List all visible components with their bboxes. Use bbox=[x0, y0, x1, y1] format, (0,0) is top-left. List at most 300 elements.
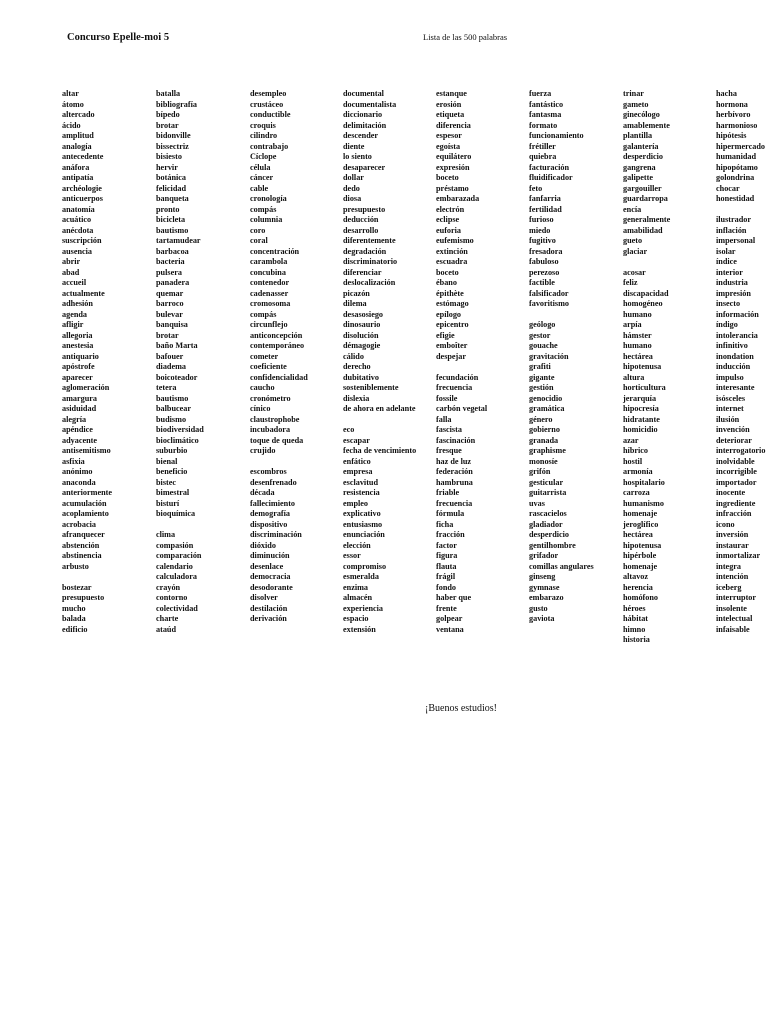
word-item: intención bbox=[716, 572, 749, 581]
word-item: frágil bbox=[436, 572, 456, 581]
word-item: homogéneo bbox=[623, 299, 663, 308]
word-item: quemar bbox=[156, 288, 184, 298]
word-item: carambola bbox=[250, 257, 288, 266]
word-item: insecto bbox=[716, 299, 741, 308]
word-item: derecho bbox=[343, 362, 371, 371]
word-item: gymnase bbox=[529, 582, 560, 592]
word-item: contrabajo bbox=[250, 141, 289, 151]
word-item: budismo bbox=[156, 414, 187, 424]
word-item: escuadra bbox=[436, 257, 468, 266]
word-item: pulsera bbox=[156, 267, 182, 277]
word-item: concentración bbox=[250, 246, 300, 256]
word-item: beneficio bbox=[156, 467, 188, 476]
word-item: felicidad bbox=[156, 183, 187, 193]
word-item: homicidio bbox=[623, 425, 658, 434]
word-item: empresa bbox=[343, 467, 373, 476]
word-item: inmortalizar bbox=[716, 551, 761, 560]
word-item: humanidad bbox=[716, 152, 757, 161]
word-item: sosteniblemente bbox=[343, 383, 399, 392]
word-item: cilindro bbox=[250, 131, 278, 140]
word-item: erosión bbox=[436, 99, 462, 109]
word-item: homenaje bbox=[623, 561, 658, 571]
word-item: batalla bbox=[156, 89, 181, 98]
word-item: uvas bbox=[529, 498, 545, 508]
word-item: fuerza bbox=[529, 89, 552, 98]
word-item: columnia bbox=[250, 215, 283, 224]
word-item: banquisa bbox=[156, 320, 188, 329]
word-item: edificio bbox=[62, 624, 88, 634]
word-item bbox=[623, 257, 670, 268]
word-item: altercado bbox=[62, 110, 95, 119]
word-item: antiquario bbox=[62, 351, 99, 361]
word-column-1 bbox=[62, 89, 112, 635]
word-item: contorno bbox=[156, 593, 188, 602]
word-item: enzima bbox=[343, 582, 369, 592]
word-item: gangrena bbox=[623, 162, 656, 172]
word-item: dollar bbox=[343, 173, 364, 182]
word-item: haz de luz bbox=[436, 456, 472, 466]
word-item: humanismo bbox=[623, 498, 664, 508]
word-column-5 bbox=[436, 89, 487, 635]
word-item: presupuesto bbox=[343, 204, 386, 214]
word-item: golpear bbox=[436, 614, 463, 623]
word-item: favoritismo bbox=[529, 299, 570, 308]
word-item: crayón bbox=[156, 582, 181, 592]
word-item: cálido bbox=[343, 351, 364, 361]
word-item: interesante bbox=[716, 383, 755, 392]
word-item: hectárea bbox=[623, 530, 653, 539]
word-item: allegoria bbox=[62, 330, 93, 340]
word-item: fluidificador bbox=[529, 173, 573, 182]
word-item: bidonville bbox=[156, 131, 191, 140]
word-item: átomo bbox=[62, 99, 84, 109]
word-item: diente bbox=[343, 141, 365, 151]
word-item: impresión bbox=[716, 288, 751, 298]
word-item: hidratante bbox=[623, 414, 660, 424]
word-item: dispositivo bbox=[250, 519, 288, 529]
word-item: ilustrador bbox=[716, 215, 752, 224]
word-item: adhesión bbox=[62, 299, 93, 308]
word-item: gentilhombre bbox=[529, 540, 576, 550]
word-item: hábitat bbox=[623, 614, 649, 623]
word-item: internet bbox=[716, 404, 744, 413]
word-item: dinosaurio bbox=[343, 320, 381, 329]
word-item: deslocalización bbox=[343, 278, 396, 287]
word-item: diminución bbox=[250, 551, 290, 560]
word-item: perezoso bbox=[529, 267, 560, 277]
word-item: boicoteador bbox=[156, 372, 198, 382]
word-item: compromiso bbox=[343, 561, 387, 571]
word-item: electrón bbox=[436, 204, 465, 214]
word-item: tartamudear bbox=[156, 236, 201, 245]
word-item: bioclimático bbox=[156, 435, 199, 445]
closing-message: ¡Buenos estudios! bbox=[425, 703, 497, 714]
word-item: antisemitismo bbox=[62, 446, 111, 455]
word-item: hipotenusa bbox=[623, 540, 662, 550]
word-item: antipatía bbox=[62, 173, 94, 182]
word-item: deteriorar bbox=[716, 435, 752, 445]
word-column-6 bbox=[529, 89, 594, 625]
word-item: discriminación bbox=[250, 530, 302, 539]
word-item: epílogo bbox=[436, 309, 462, 319]
word-item: asfixia bbox=[62, 456, 85, 466]
word-item: fresadora bbox=[529, 246, 563, 256]
word-item: infinitivo bbox=[716, 341, 748, 350]
word-item: experiencia bbox=[343, 603, 384, 613]
word-item: facturación bbox=[529, 162, 570, 172]
word-item: boceto bbox=[436, 173, 459, 182]
word-item: instaurar bbox=[716, 540, 749, 550]
word-item: ausencia bbox=[62, 246, 93, 256]
word-item: hostil bbox=[623, 456, 643, 466]
word-item: suscripción bbox=[62, 236, 102, 245]
word-item: intolerancia bbox=[716, 330, 758, 340]
word-item: desenfrenado bbox=[250, 477, 297, 487]
word-item: inondation bbox=[716, 351, 754, 361]
word-item: alegría bbox=[62, 414, 87, 424]
word-item: gueto bbox=[623, 236, 643, 245]
word-item: gusto bbox=[529, 603, 548, 613]
word-item: década bbox=[250, 488, 275, 497]
word-item: abrir bbox=[62, 257, 81, 266]
word-item: galantería bbox=[623, 141, 659, 151]
word-item: fantasma bbox=[529, 110, 562, 119]
word-item: dióxido bbox=[250, 540, 276, 550]
word-item: isósceles bbox=[716, 393, 746, 403]
word-item: acrobacia bbox=[62, 519, 96, 529]
word-item: fallecimiento bbox=[250, 498, 296, 508]
word-item: contenedor bbox=[250, 278, 290, 287]
word-item: acosar bbox=[623, 267, 646, 277]
word-item: biodiversidad bbox=[156, 425, 204, 434]
word-item: contemporáneo bbox=[250, 341, 305, 350]
word-item: banqueta bbox=[156, 194, 189, 203]
word-item: granada bbox=[529, 435, 559, 445]
word-item: fecha de vencimiento bbox=[343, 446, 417, 455]
word-item: elección bbox=[343, 540, 371, 550]
word-item: azar bbox=[623, 435, 639, 445]
word-item: grifón bbox=[529, 467, 551, 476]
word-item: fascinación bbox=[436, 435, 476, 445]
word-item: grifador bbox=[529, 551, 559, 560]
word-item: frecuencia bbox=[436, 383, 473, 392]
word-item: picazón bbox=[343, 288, 370, 298]
word-item: insolente bbox=[716, 603, 747, 613]
word-item: jeroglífico bbox=[623, 519, 659, 529]
word-column-8 bbox=[716, 89, 765, 635]
word-item: afranquecer bbox=[62, 530, 105, 539]
word-item: gameto bbox=[623, 99, 649, 109]
word-item: gouache bbox=[529, 341, 558, 350]
word-item: hormona bbox=[716, 99, 748, 109]
word-item: abstinencia bbox=[62, 551, 102, 560]
word-item: mucho bbox=[62, 603, 86, 613]
word-item: diferenciar bbox=[343, 267, 382, 277]
word-item: anticuerpos bbox=[62, 194, 103, 203]
word-item: geólogo bbox=[529, 320, 556, 329]
word-item: escombros bbox=[250, 467, 287, 476]
word-item: frétiller bbox=[529, 141, 556, 151]
word-item: horticultura bbox=[623, 383, 666, 392]
word-item: fugitivo bbox=[529, 236, 556, 245]
word-item bbox=[343, 415, 416, 426]
word-item: fascista bbox=[436, 425, 462, 434]
word-item: delimitación bbox=[343, 120, 387, 130]
word-item: embarazada bbox=[436, 194, 480, 203]
word-item: encía bbox=[623, 204, 642, 214]
word-item: balada bbox=[62, 614, 86, 623]
word-item: diferencia bbox=[436, 120, 471, 130]
word-item: guardarropa bbox=[623, 194, 668, 203]
word-item: deducción bbox=[343, 215, 379, 224]
word-item: amabilidad bbox=[623, 225, 663, 235]
word-item: botánica bbox=[156, 173, 187, 182]
word-item: carbón vegetal bbox=[436, 404, 488, 413]
word-item: impersonal bbox=[716, 236, 756, 245]
word-item: cometer bbox=[250, 351, 279, 361]
word-item: hipocresía bbox=[623, 404, 659, 413]
word-item: fantástico bbox=[529, 99, 564, 109]
word-item: hectárea bbox=[623, 351, 653, 361]
word-item: abstención bbox=[62, 540, 100, 550]
word-item: figura bbox=[436, 551, 458, 560]
word-item: fondo bbox=[436, 582, 457, 592]
word-item: hipótesis bbox=[716, 131, 747, 140]
word-item: desperdicio bbox=[623, 152, 664, 161]
word-item: anticoncepción bbox=[250, 330, 303, 340]
word-item: demografía bbox=[250, 509, 291, 518]
word-item: préstamo bbox=[436, 183, 469, 193]
word-item: épithète bbox=[436, 288, 464, 298]
word-item: esclavitud bbox=[343, 477, 379, 487]
word-item: trinar bbox=[623, 89, 644, 98]
word-item: epicentro bbox=[436, 320, 469, 329]
word-item: pronto bbox=[156, 204, 180, 214]
word-item: anécdota bbox=[62, 225, 94, 235]
word-item: intelectual bbox=[716, 614, 753, 623]
word-item: empleo bbox=[343, 498, 369, 508]
word-item: icono bbox=[716, 519, 735, 529]
word-item: crujido bbox=[250, 446, 276, 455]
word-item: infracción bbox=[716, 509, 752, 518]
word-item bbox=[156, 520, 204, 531]
word-item: anestesia bbox=[62, 341, 94, 350]
word-item: dubitativo bbox=[343, 372, 379, 382]
word-item: bisiesto bbox=[156, 152, 182, 161]
word-item: compás bbox=[250, 204, 277, 214]
word-item: himno bbox=[623, 624, 646, 634]
word-item: fossile bbox=[436, 393, 458, 403]
word-item: chocar bbox=[716, 183, 740, 193]
word-item: factor bbox=[436, 540, 457, 550]
word-item: asiduidad bbox=[62, 404, 97, 413]
word-item: fertilidad bbox=[529, 204, 562, 214]
word-item: interrogatorio bbox=[716, 446, 766, 455]
word-item: gobierno bbox=[529, 425, 560, 434]
word-item: golondrina bbox=[716, 173, 755, 182]
word-item: comillas angulares bbox=[529, 561, 594, 571]
word-item: essor bbox=[343, 551, 361, 560]
word-item bbox=[250, 457, 308, 468]
word-item: interruptor bbox=[716, 593, 757, 602]
word-item: furioso bbox=[529, 215, 554, 224]
word-item: crustáceo bbox=[250, 99, 284, 109]
word-item: inolvidable bbox=[716, 456, 755, 466]
word-item: género bbox=[529, 414, 553, 424]
word-item: explicativo bbox=[343, 509, 381, 518]
word-item: documentalista bbox=[343, 99, 397, 109]
word-item: apéndice bbox=[62, 425, 93, 434]
word-item: acuático bbox=[62, 215, 92, 224]
word-item: calendario bbox=[156, 561, 193, 571]
word-item: colectividad bbox=[156, 603, 198, 613]
word-item: Cíclope bbox=[250, 152, 277, 161]
word-item: desaparecer bbox=[343, 162, 386, 172]
word-item: egoísta bbox=[436, 141, 461, 151]
word-item: ventana bbox=[436, 624, 464, 634]
word-item: interior bbox=[716, 267, 743, 277]
word-item bbox=[716, 205, 765, 216]
word-item: fracción bbox=[436, 530, 465, 539]
word-item: charte bbox=[156, 614, 179, 623]
word-item: bicicleta bbox=[156, 215, 186, 224]
word-item: comparación bbox=[156, 551, 202, 560]
word-item: bistec bbox=[156, 477, 177, 487]
word-item: feliz bbox=[623, 278, 638, 287]
word-item: funcionamiento bbox=[529, 131, 584, 140]
word-item: inflación bbox=[716, 225, 747, 235]
word-item: democracia bbox=[250, 572, 291, 581]
word-item: bisturí bbox=[156, 498, 180, 508]
word-item: ginseng bbox=[529, 572, 556, 581]
word-item: suburbio bbox=[156, 446, 188, 455]
word-item: efigie bbox=[436, 330, 455, 340]
word-item: inducción bbox=[716, 362, 751, 371]
word-item: afligir bbox=[62, 320, 84, 329]
word-item: conductible bbox=[250, 110, 291, 119]
word-item: impulso bbox=[716, 372, 744, 382]
word-item: dislexia bbox=[343, 393, 370, 403]
word-item: cable bbox=[250, 183, 269, 193]
word-item: destilación bbox=[250, 603, 288, 613]
word-item: dilema bbox=[343, 299, 367, 308]
word-item: expresión bbox=[436, 162, 470, 172]
word-item: anáfora bbox=[62, 162, 90, 172]
word-item: anteriormente bbox=[62, 488, 113, 497]
word-item: clima bbox=[156, 530, 176, 539]
word-item: federación bbox=[436, 467, 473, 476]
word-item: gramática bbox=[529, 404, 565, 413]
word-item: integra bbox=[716, 561, 742, 571]
word-item: gestión bbox=[529, 383, 554, 392]
word-item: herencia bbox=[623, 582, 653, 592]
word-item: índigo bbox=[716, 320, 738, 329]
word-item: diadema bbox=[156, 362, 187, 371]
word-item: lo siento bbox=[343, 152, 372, 161]
word-item: brotar bbox=[156, 120, 179, 130]
word-item: cromosoma bbox=[250, 299, 291, 308]
word-item: armonía bbox=[623, 467, 653, 476]
word-item: confidencialidad bbox=[250, 372, 308, 382]
word-item: fresque bbox=[436, 446, 462, 455]
word-column-3 bbox=[250, 89, 308, 625]
word-item: coral bbox=[250, 236, 268, 245]
word-item: hacha bbox=[716, 89, 737, 98]
word-item bbox=[436, 362, 487, 373]
word-item: incorrigible bbox=[716, 467, 757, 476]
word-item: bioquímica bbox=[156, 509, 196, 518]
word-item: amargura bbox=[62, 393, 98, 403]
word-item: flauta bbox=[436, 561, 457, 571]
word-item: aglomeración bbox=[62, 383, 110, 392]
word-item: adyacente bbox=[62, 435, 98, 445]
word-item: extensión bbox=[343, 624, 376, 634]
word-item: hambruna bbox=[436, 477, 473, 487]
word-item: estanque bbox=[436, 89, 467, 98]
word-item: disolución bbox=[343, 330, 379, 340]
word-item: desperdicio bbox=[529, 530, 570, 539]
word-item: altavoz bbox=[623, 572, 649, 581]
word-item: coeficiente bbox=[250, 362, 287, 371]
word-item: desenlace bbox=[250, 561, 284, 571]
word-item: bautismo bbox=[156, 393, 189, 403]
word-item: galipette bbox=[623, 173, 654, 182]
word-item: bacteria bbox=[156, 257, 185, 266]
word-item: resistencia bbox=[343, 488, 380, 497]
word-item: circunflejo bbox=[250, 320, 288, 329]
word-item: cínico bbox=[250, 404, 271, 413]
word-item: documental bbox=[343, 89, 384, 98]
word-item: ilusión bbox=[716, 414, 740, 424]
word-item: boceto bbox=[436, 267, 459, 277]
word-item: equilátero bbox=[436, 152, 472, 161]
word-item: caucho bbox=[250, 383, 275, 392]
word-item: bípedo bbox=[156, 110, 180, 119]
word-item: presupuesto bbox=[62, 593, 105, 602]
word-item: hipopótamo bbox=[716, 162, 758, 172]
word-item: enfático bbox=[343, 456, 371, 466]
word-item: miedo bbox=[529, 225, 551, 235]
word-column-7 bbox=[623, 89, 670, 646]
word-item: cadenasser bbox=[250, 288, 289, 298]
word-item: balbucear bbox=[156, 404, 192, 413]
word-item: desodorante bbox=[250, 582, 293, 592]
word-item: gesticular bbox=[529, 477, 564, 487]
word-item: escapar bbox=[343, 435, 370, 445]
word-item: tetera bbox=[156, 383, 177, 392]
document-title: Concurso Epelle-moi 5 bbox=[67, 32, 170, 43]
word-item: analogía bbox=[62, 141, 92, 151]
word-item: estómago bbox=[436, 299, 469, 308]
word-item: gestor bbox=[529, 330, 551, 340]
word-item: anónimo bbox=[62, 467, 93, 476]
word-item: bautismo bbox=[156, 225, 189, 235]
word-item: bafouer bbox=[156, 351, 184, 361]
word-item: hipermercado bbox=[716, 141, 765, 151]
word-item: de ahora en adelante bbox=[343, 404, 416, 413]
word-item: arpía bbox=[623, 320, 642, 329]
word-item: glaciar bbox=[623, 246, 648, 256]
word-item: generalmente bbox=[623, 215, 671, 224]
word-item: ginecólogo bbox=[623, 110, 660, 119]
word-item: altura bbox=[623, 372, 645, 382]
word-item: jerarquía bbox=[623, 393, 657, 403]
word-item: bulevar bbox=[156, 309, 183, 319]
word-item: fecundación bbox=[436, 372, 479, 382]
word-item: héroes bbox=[623, 603, 646, 613]
word-item: anaconda bbox=[62, 477, 96, 487]
word-item: ácido bbox=[62, 120, 81, 130]
